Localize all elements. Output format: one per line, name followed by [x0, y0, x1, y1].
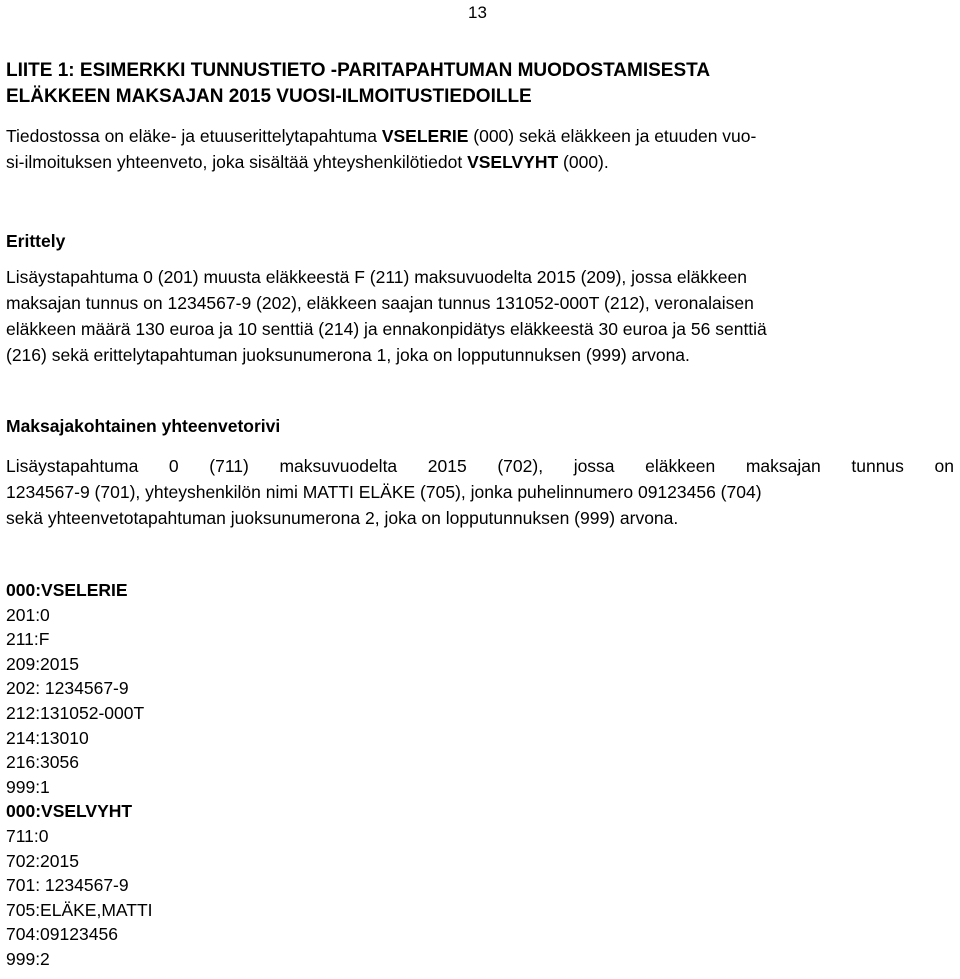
paragraph-line: sekä yhteenvetotapahtuman juoksunumerona 2, joka on lopputunnuksen (999) arvona. [6, 508, 679, 528]
intro-line-1 [6, 123, 954, 149]
page-number: 13 [468, 3, 487, 22]
section-heading-yhteenveto: Maksajakohtainen yhteenvetorivi [6, 416, 281, 436]
paragraph-line: Lisäystapahtuma 0 (201) muusta eläkkeestä F (211) maksuvuodelta 2015 (209), jossa eläkkeen [6, 267, 747, 287]
paragraph-line: (216) sekä erittelytapahtuman juoksunumerona 1, joka on lopputunnuksen (999) arvona. [6, 345, 690, 365]
record-line: 202: 1234567-9 [6, 678, 129, 699]
record-line: 216:3056 [6, 752, 79, 773]
record-line: 704:09123456 [6, 924, 118, 945]
record-line: 000:VSELVYHT [6, 801, 133, 822]
paragraph-line: Lisäystapahtuma 0 (711) maksuvuodelta 2015 (702), jossa eläkkeen maksajan tunnus on [6, 456, 954, 476]
intro-text: (000). [558, 152, 609, 172]
intro-text: (000) sekä eläkkeen ja etuuden vuo- [468, 126, 757, 146]
record-line: 701: 1234567-9 [6, 875, 129, 896]
yhteenveto-paragraph [6, 453, 954, 531]
record-line: 214:13010 [6, 727, 89, 748]
record-line: 000:VSELERIE [6, 580, 128, 600]
record-line: 209:2015 [6, 653, 79, 674]
record-line: 711:0 [6, 825, 49, 846]
title-line-2: ELÄKKEEN MAKSAJAN 2015 VUOSI-ILMOITUSTIEDOILLE [6, 86, 532, 107]
intro-text: si-ilmoituksen yhteenveto, joka sisältää yhteyshenkilötiedot [6, 152, 468, 172]
record-line: 201:0 [6, 604, 50, 625]
record-line: 212:131052-000T [6, 702, 145, 723]
record-line: 999:2 [6, 948, 50, 969]
intro-line-2 [6, 149, 954, 175]
paragraph-line: 1234567-9 (701), yhteyshenkilön nimi MATTI ELÄKE (705), jonka puhelinnumero 09123456 (704) [6, 482, 762, 502]
intro-paragraph [6, 123, 954, 175]
paragraph-line: eläkkeen määrä 130 euroa ja 10 senttiä (214) ja ennakonpidätys eläkkeestä 30 euroa ja 56 senttiä [6, 319, 767, 339]
record-line: 211:F [6, 629, 50, 650]
record-line: 705:ELÄKE,MATTI [6, 899, 153, 920]
title-line-1: LIITE 1: ESIMERKKI TUNNUSTIETO -PARITAPAHTUMAN MUODOSTAMISESTA [6, 60, 711, 81]
page-title [6, 58, 946, 110]
record-line: 999:1 [6, 776, 50, 797]
paragraph-line: maksajan tunnus on 1234567-9 (202), eläkkeen saajan tunnus 131052-000T (212), veronalaisen [6, 293, 754, 313]
record-line: 702:2015 [6, 850, 79, 871]
erittely-paragraph [6, 264, 954, 368]
section-heading-erittely: Erittely [6, 231, 66, 251]
record-type-name: VSELERIE [381, 126, 469, 146]
record-listing [6, 578, 153, 972]
record-type-name: VSELVYHT [467, 152, 559, 172]
intro-text: Tiedostossa on eläke- ja etuuserittelytapahtuma [6, 126, 382, 146]
